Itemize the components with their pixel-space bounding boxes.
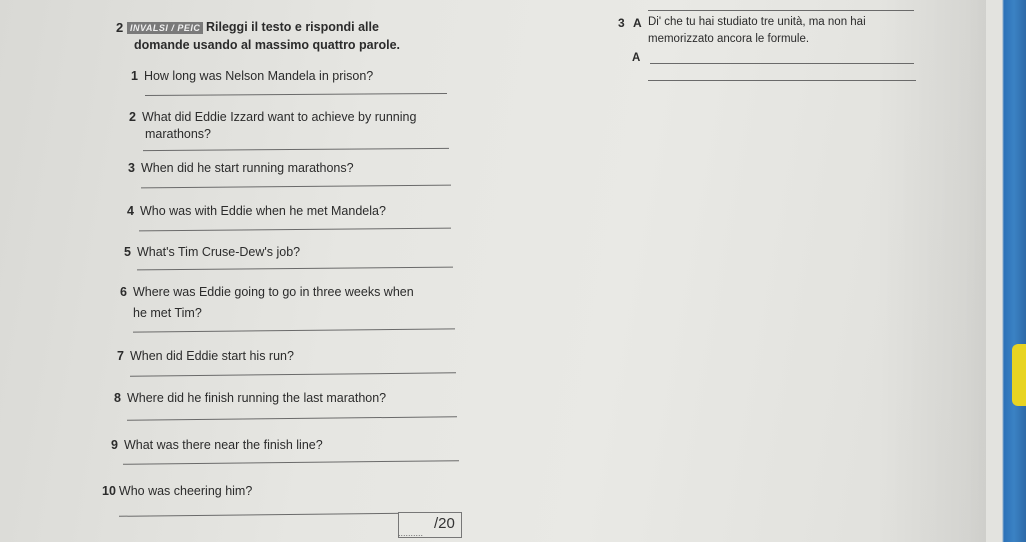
right-answer-line-2[interactable]: [648, 80, 916, 81]
answer-line-top: [648, 10, 914, 11]
right-exercise-part: A: [633, 16, 642, 30]
score-dots: ..........: [398, 528, 424, 538]
score-total: /20: [434, 515, 455, 532]
right-answer-line-1[interactable]: [650, 63, 914, 64]
question-3: [128, 161, 354, 175]
right-instruction-line-1: Di' che tu hai studiato tre unità, ma non hai: [648, 16, 866, 28]
answer-line-4[interactable]: [139, 228, 451, 232]
question-text: Where was Eddie going to go in three weeks when: [132, 285, 414, 299]
question-number: 1: [131, 69, 138, 83]
question-text: How long was Nelson Mandela in prison?: [143, 69, 374, 83]
book-cover-edge: [986, 0, 1026, 542]
answer-line-7[interactable]: [130, 372, 456, 376]
question-6-continuation: he met Tim?: [133, 306, 202, 320]
question-text: When did Eddie start his run?: [129, 349, 294, 363]
question-5: [124, 245, 300, 259]
question-number: 5: [124, 245, 131, 259]
answer-line-9[interactable]: [123, 460, 459, 465]
question-text: Where did he finish running the last marathon?: [126, 391, 387, 405]
question-number: 4: [127, 204, 134, 218]
question-number: 10: [102, 484, 116, 498]
answer-line-6[interactable]: [133, 328, 455, 332]
instruction-line-1: Rileggi il testo e rispondi alle: [206, 20, 379, 34]
answer-line-5[interactable]: [137, 267, 453, 271]
instruction-line-2: domande usando al massimo quattro parole.: [134, 38, 401, 52]
right-exercise-number: 3: [618, 16, 625, 30]
question-text: What's Tim Cruse-Dew's job?: [136, 245, 301, 259]
question-number: 2: [129, 110, 136, 124]
question-10: [102, 484, 252, 498]
answer-line-2[interactable]: [143, 148, 449, 151]
question-number: 7: [117, 349, 124, 363]
question-text: Who was with Eddie when he met Mandela?: [139, 204, 386, 218]
invalsi-badge: INVALSI / PEIC: [127, 22, 203, 34]
question-2: [129, 110, 416, 124]
question-text: What did Eddie Izzard want to achieve by running: [141, 110, 417, 124]
question-number: 3: [128, 161, 135, 175]
question-text: When did he start running marathons?: [140, 161, 354, 175]
question-1: [131, 69, 373, 83]
question-text: What was there near the finish line?: [123, 438, 323, 452]
answer-line-1[interactable]: [145, 93, 447, 96]
question-6: [120, 285, 414, 299]
question-number: 6: [120, 285, 127, 299]
bookmark-tab: [1012, 344, 1026, 406]
question-number: 9: [111, 438, 118, 452]
question-7: [117, 349, 294, 363]
right-answer-label: A: [632, 52, 641, 64]
question-8: [114, 391, 386, 405]
question-number: 8: [114, 391, 121, 405]
answer-line-3[interactable]: [141, 185, 451, 189]
question-4: [127, 204, 386, 218]
answer-line-8[interactable]: [127, 416, 457, 420]
question-2-continuation: marathons?: [145, 127, 212, 141]
question-9: [111, 438, 323, 452]
right-instruction-line-2: memorizzato ancora le formule.: [648, 33, 810, 45]
exercise-number: 2: [116, 20, 124, 35]
question-text: Who was cheering him?: [118, 484, 253, 498]
